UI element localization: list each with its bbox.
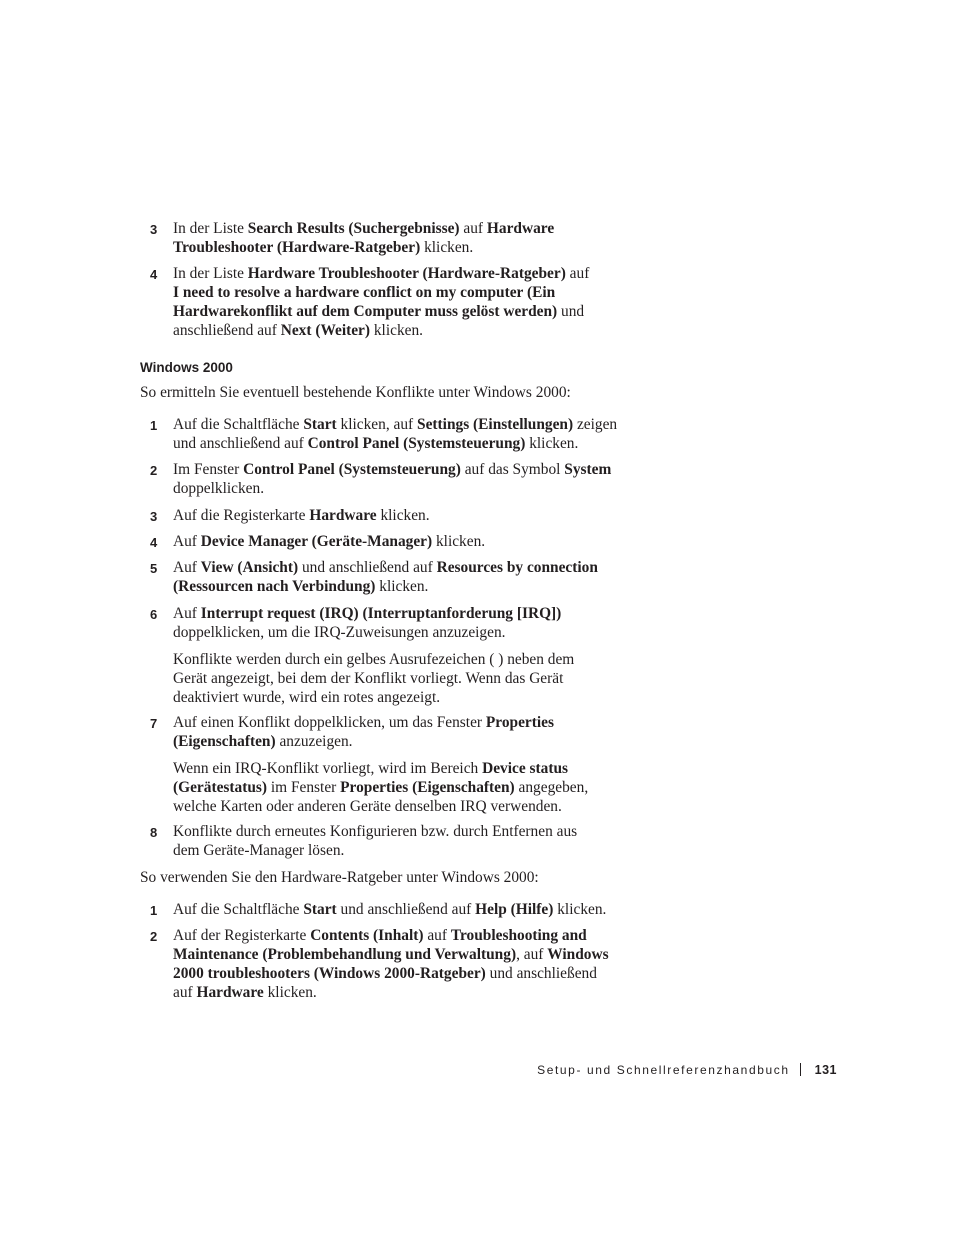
step-text: Auf die Schaltfläche Start und anschließend auf Help (Hilfe) klicken. bbox=[173, 901, 607, 918]
step-number: 1 bbox=[150, 418, 158, 433]
step-text: Konflikte durch erneutes Konfigurieren bzw. durch Entfernen aus dem Geräte-Manager lösen. bbox=[173, 823, 578, 859]
page-footer bbox=[537, 1061, 837, 1080]
intro-paragraph: So ermitteln Sie eventuell bestehende Konflikte unter Windows 2000: bbox=[140, 384, 571, 401]
step-text: In der Liste Search Results (Suchergebnisse) auf Hardware Troubleshooter (Hardware-Ratgeber) klicken. bbox=[173, 220, 555, 256]
intro-paragraph: So verwenden Sie den Hardware-Ratgeber unter Windows 2000: bbox=[140, 869, 539, 886]
step-note: Wenn ein IRQ-Konflikt vorliegt, wird im Bereich Device status (Gerätestatus) im Fenster Properties (Eigenschaften) angegeben, welche Karten oder anderen Geräte denselben IRQ verwenden. bbox=[173, 760, 589, 815]
footer-title: Setup- und Schnellreferenzhandbuch bbox=[537, 1063, 790, 1077]
step-number: 5 bbox=[150, 561, 158, 576]
step-text: In der Liste Hardware Troubleshooter (Hardware-Ratgeber) auf I need to resolve a hardware conflict on my computer (Ein Hardwarekonflikt auf dem Computer muss gelöst werden) und anschließend auf Next (Weiter) klicken. bbox=[173, 265, 590, 339]
step-text: Auf der Registerkarte Contents (Inhalt) auf Troubleshooting and Maintenance (Problembehandlung und Verwaltung), auf Windows 2000 troubleshooters (Windows 2000-Ratgeber) und anschließend auf Hardware klicken. bbox=[173, 927, 609, 1001]
section-heading: Windows 2000 bbox=[140, 360, 233, 375]
step-number: 2 bbox=[150, 929, 158, 944]
step-note: Konflikte werden durch ein gelbes Ausrufezeichen ( ) neben dem Gerät angezeigt, bei dem der Konflikt vorliegt. Wenn das Gerät deaktiviert wurde, wird ein rotes angezeigt. bbox=[173, 651, 575, 706]
step-number: 8 bbox=[150, 825, 158, 840]
step-number: 6 bbox=[150, 607, 158, 622]
step-text: Auf einen Konflikt doppelklicken, um das Fenster Properties (Eigenschaften) anzuzeigen. bbox=[173, 714, 554, 750]
step-text: Im Fenster Control Panel (Systemsteuerung) auf das Symbol System doppelklicken. bbox=[173, 461, 612, 497]
footer-divider bbox=[800, 1063, 801, 1076]
step-number: 3 bbox=[150, 509, 158, 524]
step-text: Auf die Schaltfläche Start klicken, auf Settings (Einstellungen) zeigen und anschließend auf Control Panel (Systemsteuerung) klicken. bbox=[173, 416, 618, 452]
step-number: 1 bbox=[150, 903, 158, 918]
step-number: 2 bbox=[150, 463, 158, 478]
step-text: Auf Interrupt request (IRQ) (Interruptanforderung [IRQ]) doppelklicken, um die IRQ-Zuweisungen anzuzeigen. bbox=[173, 605, 562, 641]
step-number: 7 bbox=[150, 716, 158, 731]
step-text: Auf Device Manager (Geräte-Manager) klicken. bbox=[173, 533, 486, 550]
step-number: 3 bbox=[150, 222, 158, 237]
step-text: Auf die Registerkarte Hardware klicken. bbox=[173, 507, 430, 524]
step-number: 4 bbox=[150, 267, 158, 282]
step-text: Auf View (Ansicht) und anschließend auf Resources by connection (Ressourcen nach Verbindung) klicken. bbox=[173, 559, 598, 595]
page-number: 131 bbox=[814, 1063, 837, 1077]
step-number: 4 bbox=[150, 535, 158, 550]
